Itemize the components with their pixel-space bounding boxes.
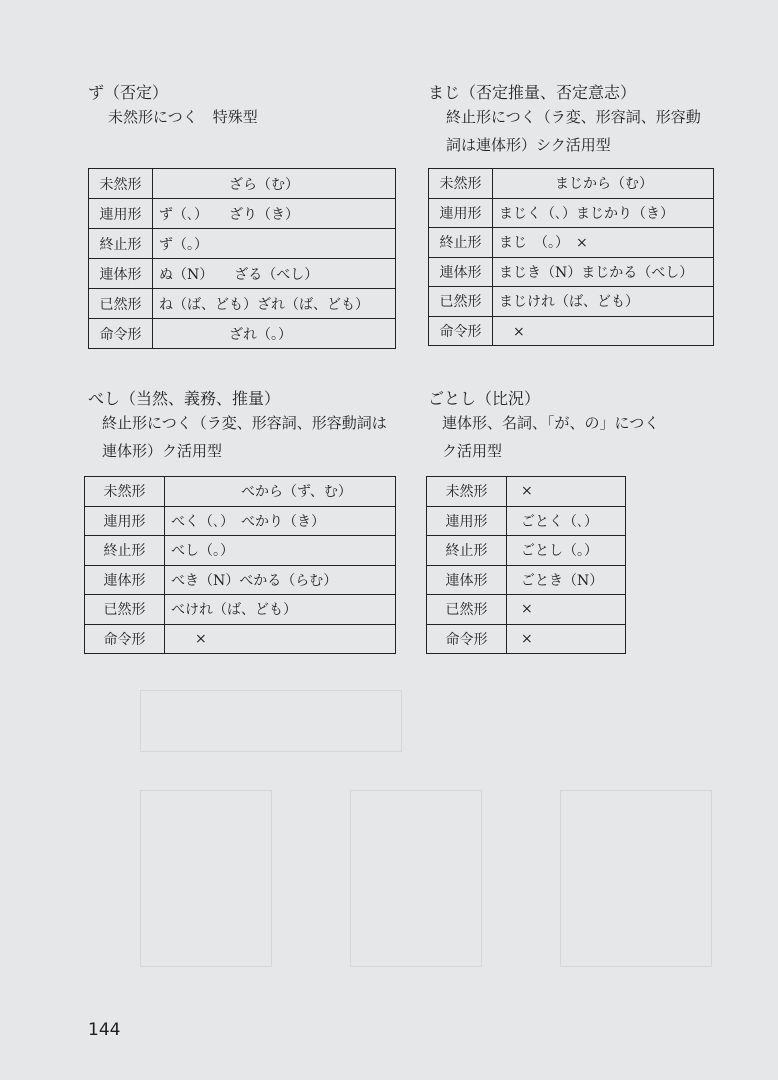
section-desc-beshi-line2: 連体形）ク活用型 (102, 442, 223, 460)
conjugation-table-beshi (84, 476, 396, 654)
table-row (429, 257, 714, 287)
form-label-cell: 未然形 (85, 477, 165, 507)
table-row (89, 229, 396, 259)
form-value-cell: べし（｡） (165, 536, 396, 566)
section-desc-maji-line1: 終止形につく（ラ変、形容詞、形容動 (446, 108, 701, 126)
table-row (89, 169, 396, 199)
table-row (85, 565, 396, 595)
table-row (429, 316, 714, 346)
form-label-cell: 連用形 (429, 198, 493, 228)
table-row (429, 228, 714, 258)
form-value-cell: × (493, 316, 714, 346)
table-row (85, 536, 396, 566)
form-value-cell: べく（､） べかり（き） (165, 506, 396, 536)
form-label-cell: 連用形 (89, 199, 153, 229)
form-label-cell: 連体形 (429, 257, 493, 287)
form-value-cell: ざら（む） (153, 169, 396, 199)
table-row (427, 624, 626, 654)
form-label-cell: 連体形 (85, 565, 165, 595)
table-row (429, 287, 714, 317)
form-value-cell: べから（ず、む） (165, 477, 396, 507)
form-value-cell: ごとき（N） (507, 565, 626, 595)
page-number: 144 (88, 1020, 121, 1040)
form-label-cell: 終止形 (427, 536, 507, 566)
form-value-cell: ず（､） ざり（き） (153, 199, 396, 229)
form-value-cell: ざれ（｡） (153, 319, 396, 349)
section-desc-beshi-line1: 終止形につく（ラ変、形容詞、形容動詞は (102, 414, 387, 432)
form-value-cell: × (507, 477, 626, 507)
form-value-cell: ね（ば、ども）ざれ（ば、ども） (153, 289, 396, 319)
form-value-cell: べけれ（ば、ども） (165, 595, 396, 625)
table-row (85, 506, 396, 536)
table-row (429, 198, 714, 228)
conjugation-table-maji (428, 168, 714, 346)
table-row (427, 477, 626, 507)
form-value-cell: べき（N）べかる（らむ） (165, 565, 396, 595)
form-value-cell: ごとく（､） (507, 506, 626, 536)
conjugation-table-gotoshi (426, 476, 626, 654)
form-label-cell: 未然形 (89, 169, 153, 199)
form-label-cell: 命令形 (429, 316, 493, 346)
form-label-cell: 未然形 (427, 477, 507, 507)
show-through-table (560, 790, 712, 967)
table-row (89, 289, 396, 319)
table-row (427, 506, 626, 536)
section-title-zu: ず（否定） (88, 83, 169, 102)
form-label-cell: 連用形 (85, 506, 165, 536)
section-title-beshi: べし（当然、義務、推量） (88, 389, 281, 408)
form-label-cell: 終止形 (429, 228, 493, 258)
table-row (427, 595, 626, 625)
form-value-cell: ごとし（｡） (507, 536, 626, 566)
form-label-cell: 已然形 (429, 287, 493, 317)
form-value-cell: まじ （｡） × (493, 228, 714, 258)
form-label-cell: 連用形 (427, 506, 507, 536)
form-label-cell: 未然形 (429, 169, 493, 199)
section-desc-gotoshi-line2: ク活用型 (442, 442, 503, 460)
show-through-table (140, 790, 272, 967)
form-value-cell: まじく（､）まじかり（き） (493, 198, 714, 228)
section-desc-zu-line1: 未然形につく 特殊型 (108, 108, 258, 126)
form-label-cell: 連体形 (89, 259, 153, 289)
conjugation-table-zu (88, 168, 396, 349)
form-label-cell: 連体形 (427, 565, 507, 595)
table-row (85, 595, 396, 625)
show-through-table (140, 690, 402, 752)
form-value-cell: ぬ（N） ざる（べし） (153, 259, 396, 289)
form-label-cell: 終止形 (89, 229, 153, 259)
form-value-cell: まじから（む） (493, 169, 714, 199)
form-value-cell: × (507, 624, 626, 654)
section-desc-maji-line2: 詞は連体形）シク活用型 (446, 136, 611, 154)
form-value-cell: まじき（N）まじかる（べし） (493, 257, 714, 287)
section-desc-gotoshi-line1: 連体形、名詞、「が、の」につく (442, 414, 660, 432)
section-title-maji: まじ（否定推量、否定意志） (428, 83, 637, 102)
form-label-cell: 已然形 (85, 595, 165, 625)
form-value-cell: ず（｡） (153, 229, 396, 259)
table-row (429, 169, 714, 199)
table-row (427, 536, 626, 566)
form-label-cell: 命令形 (89, 319, 153, 349)
table-row (85, 624, 396, 654)
form-label-cell: 已然形 (89, 289, 153, 319)
show-through-table (350, 790, 482, 967)
form-label-cell: 終止形 (85, 536, 165, 566)
form-label-cell: 命令形 (85, 624, 165, 654)
form-value-cell: まじけれ（ば、ども） (493, 287, 714, 317)
table-row (427, 565, 626, 595)
section-title-gotoshi: ごとし（比況） (428, 389, 541, 408)
form-label-cell: 命令形 (427, 624, 507, 654)
form-value-cell: × (507, 595, 626, 625)
table-row (85, 477, 396, 507)
form-label-cell: 已然形 (427, 595, 507, 625)
table-row (89, 199, 396, 229)
table-row (89, 259, 396, 289)
table-row (89, 319, 396, 349)
form-value-cell: × (165, 624, 396, 654)
